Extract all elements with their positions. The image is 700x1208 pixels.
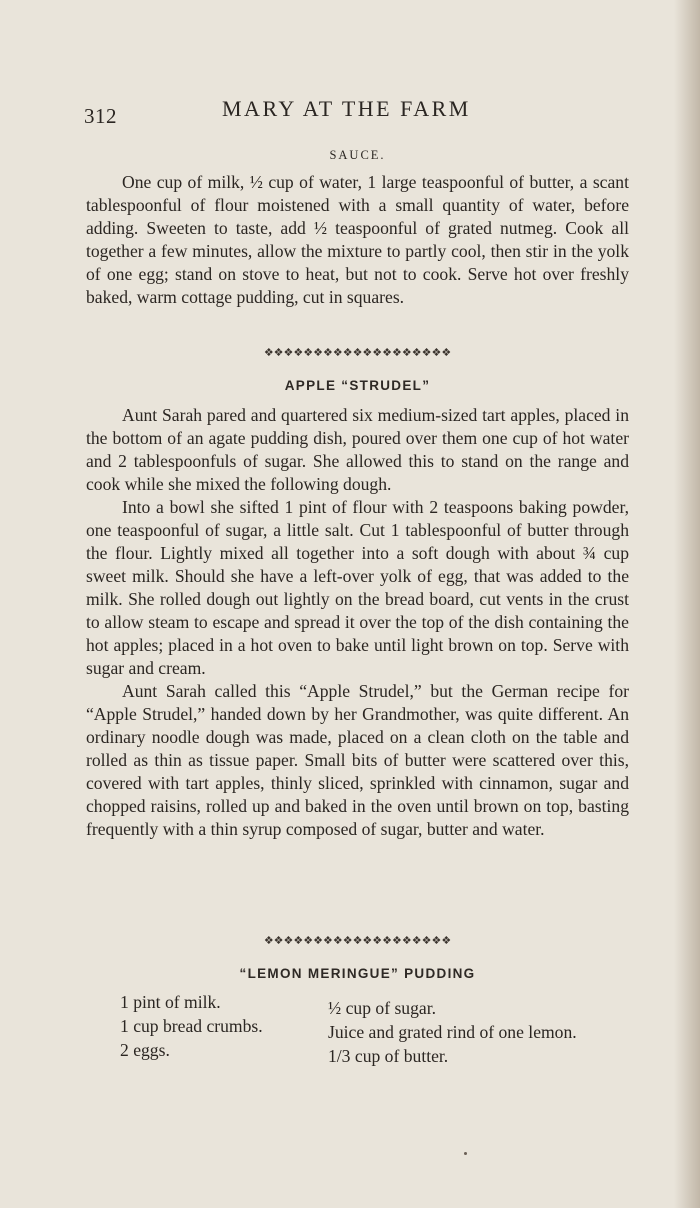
ingredient-item: 1 cup bread crumbs. (120, 1016, 263, 1036)
strudel-paragraph-2: Into a bowl she sifted 1 pint of flour with 2 teaspoons baking powder, one teaspoonful of sugar, a little salt. Cut 1 tablespoonful of butter through the flour. Lightly mixed all together into a soft dough with about ¾ cup sweet milk. Should she have a left-over yolk of egg, that was added to the milk. She rolled dough out lightly on the bread board, cut vents in the crust to allow steam to escape and spread it over the top of the dish containing the hot apples; placed in a hot oven to bake until light brown on top. Serve with sugar and cream. (86, 497, 629, 678)
ingredient-item: 2 eggs. (120, 1040, 170, 1060)
lemon-heading: “LEMON MERINGUE” PUDDING (239, 966, 476, 981)
strudel-paragraph-1: Aunt Sarah pared and quartered six medium-sized tart apples, placed in the bottom of an agate pudding dish, poured over them one cup of hot water and 2 tablespoonfuls of sugar. She allowed this to stand on the range and cook while she mixed the following dough. (86, 405, 629, 494)
ingredient-item: Juice and grated rind of one lemon. (328, 1022, 577, 1042)
ornament-divider: ❖❖❖❖❖❖❖❖❖❖❖❖❖❖❖❖❖❖❖ (263, 346, 452, 359)
sauce-paragraph: One cup of milk, ½ cup of water, 1 large teaspoonful of butter, a scant tablespoonful of flour moistened with a small quantity of water, before adding. Sweeten to taste, add ½ teaspoonful of grated nutmeg. Cook all together a few minutes, allow the mixture to partly cool, then stir in the yolk of one egg; stand on stove to heat, but not to cook. Serve hot over freshly baked, warm cottage pudding, cut in squares. (86, 172, 629, 307)
ingredient-item: 1/3 cup of butter. (328, 1046, 449, 1066)
sauce-heading: SAUCE. (329, 148, 386, 162)
sauce-section (86, 148, 629, 309)
ingredient-column-right (328, 996, 577, 1068)
ingredient-item: ½ cup of sugar. (328, 998, 436, 1018)
strudel-section (86, 378, 629, 841)
page-number: 312 (84, 104, 117, 128)
strudel-heading: APPLE “STRUDEL” (284, 378, 431, 393)
ingredient-column-left (120, 990, 263, 1062)
lemon-section (86, 966, 629, 981)
ornament-divider-2: ❖❖❖❖❖❖❖❖❖❖❖❖❖❖❖❖❖❖❖ (263, 934, 452, 947)
ingredient-item: 1 pint of milk. (120, 992, 221, 1012)
page-edge-shadow (674, 0, 700, 1208)
page-header (84, 92, 544, 128)
strudel-paragraph-3: Aunt Sarah called this “Apple Strudel,” but the German recipe for “Apple Strudel,” handed down by her Grandmother, was quite different. An ordinary noodle dough was made, placed on a clean cloth on the table and rolled as thin as tissue paper. Small bits of butter were scattered over this, covered with tart apples, thinly sliced, sprinkled with cinnamon, sugar and chopped raisins, rolled up and baked in the oven until brown on top, basting frequently with a thin syrup composed of sugar, butter and water. (86, 681, 629, 839)
running-title: MARY AT THE FARM (222, 96, 471, 121)
paper-speck (464, 1152, 467, 1155)
